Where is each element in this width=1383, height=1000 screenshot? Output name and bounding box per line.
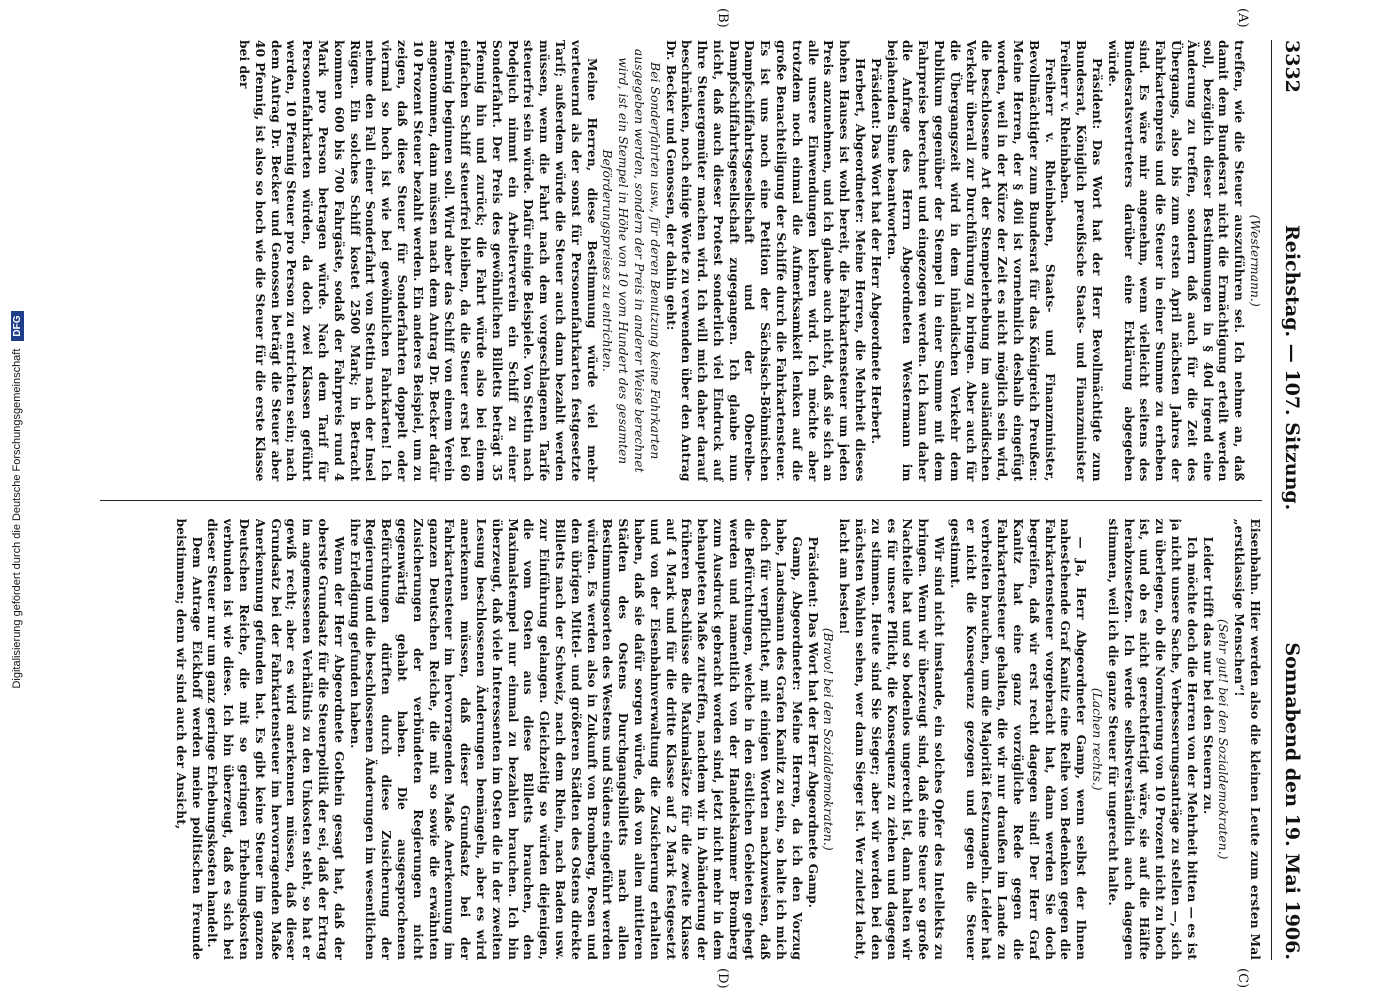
left-column-paragraph: Bei Sonderfahrten usw., für deren Benutzung keine Fahrkarten ausgegeben werden, sondern der Preis in anderer Weise berechnet wird, ist ein Stempel in Höhe von 10 vom Hundert des gesamten Beförderungspreises zu entrichten. — [600, 48, 662, 473]
left-column-paragraph: Meine Herren, diese Bestimmung würde viel mehr verteuernd als der sonst für Personenfahrkarten festgesetzte Tarif; außerdem würde die Steuer auch dann bezahlt werden müssen, wenn die Fahrt nach dem vorgeschlagenen Tarife steuerfrei sein würde. Dafür einige Beispiele. Von Stettin nach Podejuch nimmt ein Arbeiterverein ein Schiff zu einer Sonderfahrt. Der Preis des gewöhnlichen Billetts beträgt 35 Pfennig hin und zurück; die Fahrt würde also bei einem einfachen Schiff steuerfrei bleiben, da die Steuer erst bei 60 Pfennig beginnen soll. Wird aber das Schiff von einem Verein angenommen, dann müssen nach dem Antrag Dr. Becker dafür 10 Prozent Steuer bezahlt werden. Ein anderes Beispiel, um zu zeigen, daß diese Steuer für Sonderfahrten doppelt oder viermal so hoch ist wie bei gewöhnlichen Fahrkarten! Ich nehme den Fall einer Sonderfahrt von Stettin nach der Insel Rügen. Ein solches Schiff kostet 2500 Mark; in Betracht kommen 600 bis 700 Fahrgäste, sodaß der Fahrpreis rund 4 Mark pro Person betragen würde. Nach dem Tarif für Personenfahrkarten würden, da doch zwei Klassen geführt werden, 10 Pfennig Steuer pro Person zu entrichten sein; nach dem Antrag Dr. Becker und Genossen beträgt die Steuer aber 40 Pfennig, ist also so hoch wie die Steuer für die erste Klasse bei der — [237, 40, 599, 482]
left-column-paragraph: treffen, wie die Steuer auszuführen sei. Ich nehme an, daß damit dem Bundesrat nicht die Ermächtigung erteilt werden soll, bezüglich dieser Bestimmungen in § 40d irgend eine Änderung zu treffen, sondern daß auch für die Zeit des Übergangs, also bis zum ersten April nächsten Jahres der Fahrkartenpreis und die Steuer in einer Summe zu erheben sind. Es wäre mir angenehm, wenn vielleicht seitens des Bundesratsvertreters darüber eine Erklärung abgegeben würde. — [1105, 40, 1247, 482]
right-column-paragraph: (Lachen rechts.) — [1090, 687, 1105, 791]
left-column-paragraph: Präsident: Das Wort hat der Herr Abgeordnete Herbert. — [868, 58, 883, 445]
right-column-paragraph: Gamp, Abgeordneter: Meine Herren, da ich den Vorzug habe, Landsmann des Grafen Kanitz zu sein, so halte ich mich doch für verpflichtet, mit einigen Worten nachzuweisen, daß die Befürchtungen, welche in den östlichen Gebieten gehegt werden und namentlich von der Handelskammer Bromberg zum Ausdruck gebracht worden sind, jetzt nicht mehr in dem behaupteten Maße zutreffen, nachdem wir in Abänderung der früheren Beschlüsse die Maximalsätze für die zweite Klasse auf 4 Mark und für die dritte Klasse auf 2 Mark festgesetzt und von der Eisenbahnverwaltung die Zusicherung erhalten haben, daß sie dafür sorgen würde, daß von allen mittleren Städten des Ostens Durchgangsbilletts nach allen Bestimmungsorten des Westens und Südens eingeführt werden würden. Es werden also in Zukunft von Bromberg, Posen und den übrigen Mittel- und größeren Städten des Ostens direkte Billetts nach der Schweiz, nach dem Rhein, nach Baden usw. zur Einführung gelangen. Gleichzeitig so würden diejenigen, die vom Osten aus diese Billetts brauchen, den Maximalstempel nur einmal zu bezahlen brauchen. Ich bin überzeugt, daß viele Interessenten im Osten die in der zweiten Lesung beschlossenen Änderungen bemängeln, aber es wird anerkennen müssen, daß dieser Grundsatz bei der Fahrkartensteuer im hervorragenden Maße Anerkennung im ganzen Deutschen Reiche, die mit so sowie die erwähnten Zusicherungen der verbündeten Regierungen nicht gegenwärtig gehabt haben. Die ausgesprochenen Befürchtungen dürften durch diese Zusicherung der Regierung und die beschlossenen Änderungen im wesentlichen ihre Erledigung gefunden haben. — [347, 518, 804, 960]
margin-mark-c: (C) — [1235, 968, 1250, 989]
margin-mark-d: (D) — [715, 968, 730, 989]
margin-mark-a: (A) — [1235, 8, 1250, 28]
session-date: Sonnabend den 19. Mai 1906. — [1281, 642, 1303, 960]
right-column-paragraph: Leider trifft das nur bei den Steuern zu. — [1200, 536, 1215, 815]
left-column-paragraph: (Westermann.) — [1248, 214, 1262, 307]
right-column-paragraph: Dem Antrage Eickhoff werden meine politischen Freunde beistimmen; denn wir sind auch der Ansicht, — [173, 518, 204, 960]
credit-text: Digitalisierung gefördert durch die Deutsche Forschungsgemeinschaft — [11, 348, 23, 689]
page-header — [1271, 40, 1312, 960]
right-column-paragraph: Präsident: Das Wort hat der Herr Abgeordnete Gamp. — [805, 536, 820, 909]
right-column-paragraph: (Bravo! bei den Sozialdemokraten.) — [821, 627, 836, 851]
right-column-paragraph: — Ja, Herr Abgeordneter Gamp, wenn selbst der Ihnen nahestehende Graf Kanitz eine Reihe von Bedenken gegen die Fahrkartensteuer vorgebracht hat, dann werden Sie doch begreifen, daß wir erst recht dagegen sind! Der Herr Graf Kanitz hat eine ganz vorzügliche Rede gegen die Fahrkartensteuer gehalten, die wir nur draußen im Lande zu verbreiten brauchen, um die Majorität festzunageln. Leider hat er nicht die Konsequenz gezogen und gegen die Steuer gestimmt. — [947, 518, 1089, 960]
right-column-paragraph: Eisenbahn. Hier werden also die kleinen Leute zum ersten Mal „erstklassige Menschen“! — [1232, 518, 1262, 960]
dfg-logo: DFG — [11, 311, 24, 340]
page-number: 3332 — [1281, 40, 1303, 93]
right-column-paragraph: Ich möchte doch die Herren von der Mehrheit bitten — es ist ja nicht unsere Sache, Verbesserungsanträge zu stellen —, sich zu überlegen, ob die Normierung von 10 Prozent nicht zu hoch ist, und ob es nicht gerechtfertigt wäre, sie auf die Hälfte herabzusetzen. Ich werde selbstverständlich auch dagegen stimmen, weil ich die ganze Steuer für ungerecht halte. — [1105, 518, 1199, 960]
document-page — [80, 0, 1320, 1000]
right-column-paragraph: Wir sind nicht imstande, ein solches Opfer des Intellekts zu bringen. Wenn wir überzeugt sind, daß eine Steuer so große Nachteile hat und so bodenlos ungerecht ist, dann halten wir es für unsere Pflicht, die Konsequenz zu ziehen und dagegen zu stimmen. Heute sind Sie Sieger; aber wir werden bei den nächsten Wahlen sehen, wer dann Sieger ist. Wer zuletzt lacht, lacht am besten! — [837, 518, 947, 960]
left-column-paragraph: Präsident: Das Wort hat der Herr Bevollmächtigte zum Bundesrat, Königlich preußische Staats- und Finanzminister Freiherr v. Rheinbaben. — [1058, 40, 1105, 482]
rotated-page-content — [80, 0, 1320, 1000]
right-column-paragraph: (Sehr gut! bei den Sozialdemokraten.) — [1216, 618, 1231, 860]
digitization-credit — [0, 0, 34, 1000]
column-divider — [100, 500, 1262, 501]
right-column — [100, 519, 1262, 961]
left-column-paragraph: Freiherr v. Rheinbaben, Staats- und Finanzminister, Bevollmächtigter zum Bundesrat für das Königreich Preußen: Meine Herren, der § 40ii ist vornehmlich deshalb eingefügt worden, weil in der Kürze der Zeit es nicht möglich sein wird, die beschlossene Art der Stempelerhebung im ausländischen Verkehr überall zur Durchführung zu bringen. Aber auch für die Übergangszeit wird in dem inländischen Verkehr dem Publikum gegenüber der Stempel in einer Summe mit dem Fahrpreise berechnet und eingezogen werden. Ich kann daher die Anfrage des Herrn Abgeordneten Westermann im bejahenden Sinne beantworten. — [884, 40, 1057, 482]
left-column-paragraph: Herbert, Abgeordneter: Meine Herren, die Mehrheit dieses hohen Hauses ist wohl bereit, die Fahrkartensteuer um jeden Preis anzunehmen, und ich glaube auch nicht, daß sie sich an alle unsere Einwendungen kehren wird. Ich möchte aber trotzdem noch einmal die Aufmerksamkeit lenken auf die große Benachteiligung der Schiffe durch die Fahrkartensteuer. Es ist uns noch eine Petition der Sächsisch-Böhmischen Dampfschiffahrtsgesellschaft und der Oberelbe-Dampfschiffahrtsgesellschaft zugegangen. Ich glaube nun nicht, daß auch dieser Protest sonderlich viel Eindruck auf Ihre Steuergemüter machen wird. Ich will mich daher darauf beschränken, noch einige Worte zu verwenden über den Antrag Dr. Becker und Genossen, der dahin geht: — [663, 40, 868, 482]
text-columns — [100, 40, 1262, 960]
margin-mark-b: (B) — [715, 8, 730, 28]
session-title: Reichstag. — 107. Sitzung. — [1281, 224, 1303, 511]
left-column — [100, 40, 1262, 482]
right-column-paragraph: Wenn der Herr Abgeordnete Gothein gesagt hat, daß der oberste Grundsatz für die Steuerpolitik der sei, daß der Ertrag im angemessenen Verhältnis zu den Unkosten steht, so hat er gewiß recht; aber es wird anerkennen müssen, daß dieser Grundsatz bei der Fahrkartensteuer im hervorragenden Maße Anerkennung gefunden hat. Es gibt keine Steuer im ganzen Deutschen Reiche, die mit so geringen Erhebungskosten verbunden ist wie diese. Ich bin überzeugt, daß es sich bei dieser Steuer nur um ganz geringe Erhebungskosten handelt. — [205, 518, 346, 960]
